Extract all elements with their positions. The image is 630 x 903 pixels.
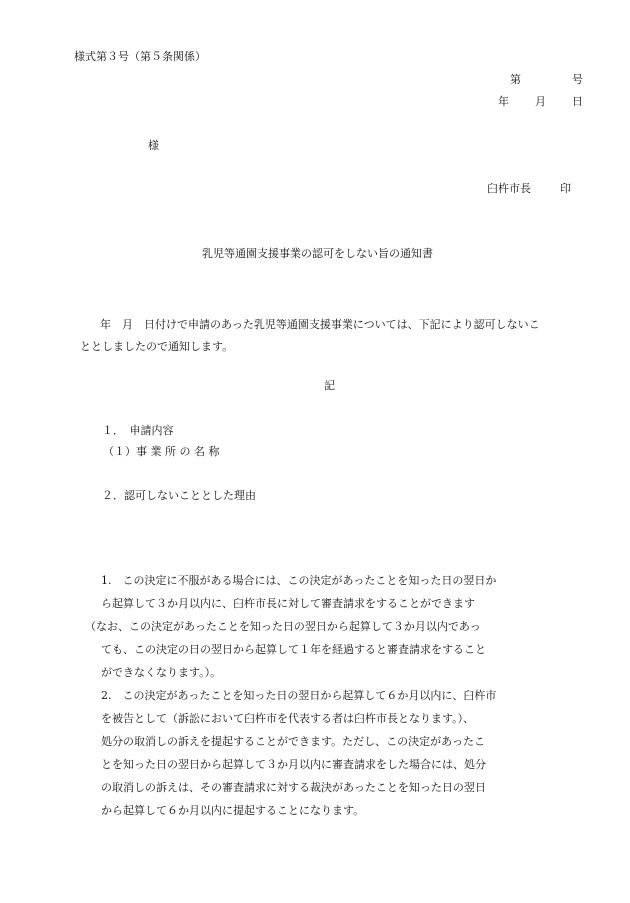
note-line: を被告として（訴訟において臼杵市を代表する者は臼杵市長となります。）、 xyxy=(101,712,475,725)
note-line: （なお、この決定があったことを知った日の翌日から起算して３か月以内であっ xyxy=(85,620,481,633)
date-year: 年 xyxy=(498,95,509,108)
note-line: とを知った日の翌日から起算して３か月以内に審査請求をした場合には、処分 xyxy=(101,758,486,771)
seal-mark: 印 xyxy=(560,182,571,195)
document-title: 乳児等通園支援事業の認可をしない旨の通知書 xyxy=(202,247,433,260)
date-day: 日 xyxy=(572,95,583,108)
note-line: 1. この決定に不服がある場合には、この決定があったことを知った日の翌日か xyxy=(101,574,497,587)
doc-number-label: 第 xyxy=(510,73,521,86)
addressee-honorific: 様 xyxy=(148,139,159,152)
note-line: の取消しの訴えは、その審査請求に対する裁決があったことを知った日の翌日 xyxy=(101,781,486,794)
item-facility-name: （１）事 業 所 の 名 称 xyxy=(103,445,220,458)
item-reason: ２．認可しないこととした理由 xyxy=(102,489,256,502)
body-text-line-2: ととしましたので通知します。 xyxy=(80,340,234,353)
doc-number-suffix: 号 xyxy=(572,73,583,86)
note-line: ても、この決定の日の翌日から起算して１年を経過すると審査請求をすること xyxy=(101,643,486,656)
item-application-content: １． 申請内容 xyxy=(102,424,174,437)
ki-heading: 記 xyxy=(324,379,335,392)
note-line: 処分の取消しの訴えを提起することができます。ただし、この決定があったこ xyxy=(101,735,486,748)
form-number: 様式第３号（第５条関係） xyxy=(74,50,206,63)
note-line: から起算して６か月以内に提起することになります。 xyxy=(101,804,365,817)
sender-name: 臼杵市長 xyxy=(487,182,531,195)
body-text-line-1: 年 月 日付けで申請のあった乳児等通園支援事業については、下記により認可しないこ xyxy=(100,318,540,331)
note-line: ができなくなります。）。 xyxy=(101,666,222,679)
note-line: ら起算して３か月以内に、臼杵市長に対して審査請求をすることができます xyxy=(101,597,475,610)
note-line: 2. この決定があったことを知った日の翌日から起算して６か月以内に、臼杵市 xyxy=(101,689,497,702)
date-month: 月 xyxy=(535,95,546,108)
